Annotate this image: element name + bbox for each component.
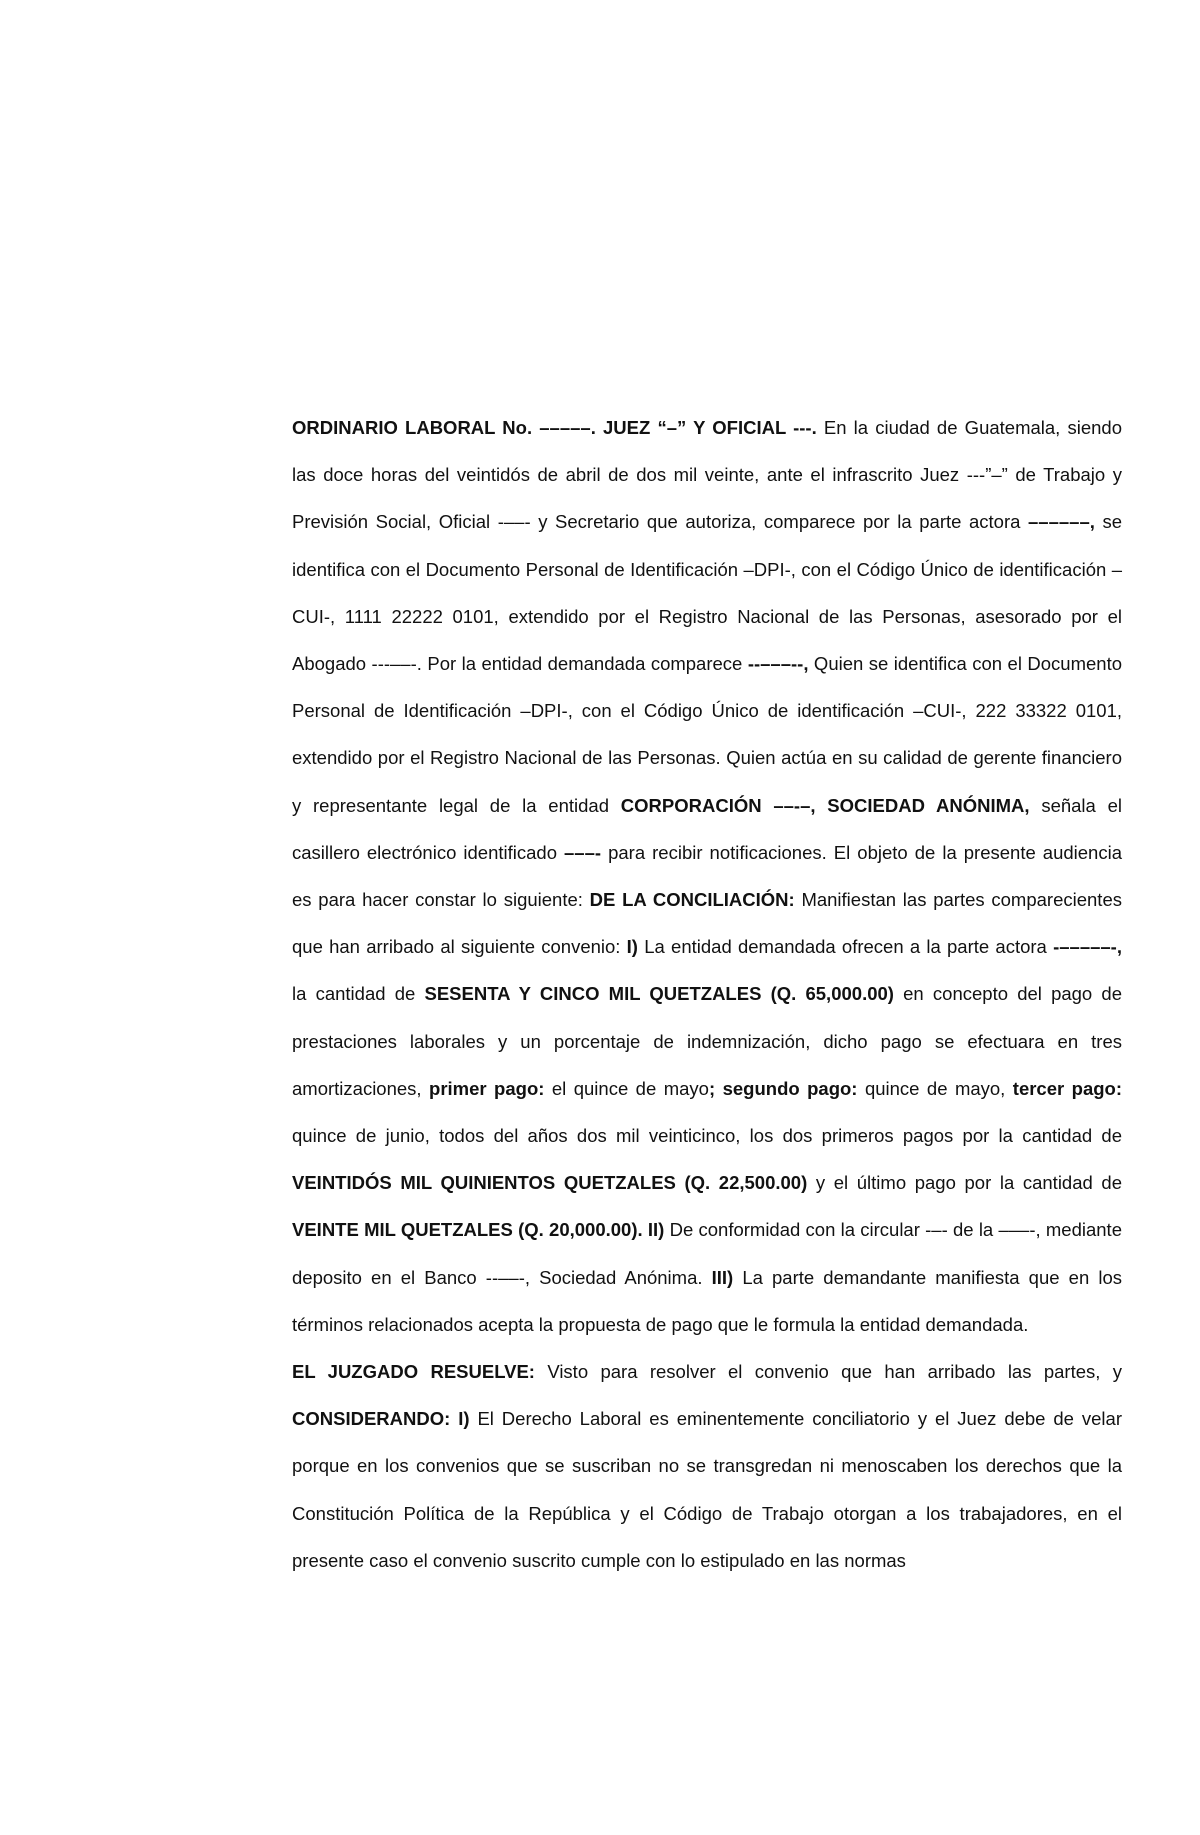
case-header: ORDINARIO LABORAL No. –––––. JUEZ “–” Y OFICIAL ---. xyxy=(292,417,817,438)
text-run: el quince de mayo xyxy=(544,1077,709,1099)
bold-run: ––––––, xyxy=(1028,511,1095,533)
amount: SESENTA Y CINCO MIL QUETZALES (Q. 65,000.00) xyxy=(424,983,894,1005)
paragraph-acta xyxy=(292,404,1122,1348)
amount: VEINTE MIL QUETZALES (Q. 20,000.00). II) xyxy=(292,1219,665,1241)
text-run: para recibir notificaciones. El objeto de la presente audiencia es para hacer constar lo siguiente: xyxy=(292,841,1122,911)
text-run: la cantidad de xyxy=(292,983,425,1005)
payment-label: ; segundo pago: xyxy=(708,1077,858,1099)
item-number: I) xyxy=(626,936,638,958)
text-run: La entidad demandada ofrecen a la parte actora xyxy=(637,936,1054,958)
text-run: De conformidad con la circular -–- de la –––-, mediante deposito en el Banco --––-, Sociedad Anónima. xyxy=(292,1219,1122,1288)
text-run: El Derecho Laboral es eminentemente conciliatorio y el Juez debe de velar porque en los convenios que se suscriban no se transgredan ni menoscaben los derechos que la Constitución Política de la República y el Código de Trabajo otorgan a los trabajadores, en el presente caso el convenio suscrito cumple con lo estipulado en las normas xyxy=(292,1408,1122,1571)
text-run: quince de mayo, xyxy=(857,1077,1013,1099)
text-run: se identifica con el Documento Personal de Identificación –DPI-, con el Código Único de identificación –CUI-, 1111 22222 0101, extendido por el Registro Nacional de las Personas, asesorado por el Abogado ---––-. Por la entidad demandada comparece xyxy=(292,511,1122,675)
paragraph-resolution xyxy=(292,1348,1122,1584)
document-body xyxy=(292,404,1122,1584)
payment-label: primer pago: xyxy=(429,1077,545,1099)
text-run: En la ciudad de Guatemala, siendo las doce horas del veintidós de abril de dos mil veinte, ante el infrascrito Juez ---”–” de Trabajo y Previsión Social, Oficial -––- y Secretario que autoriza, comparece por la parte actora xyxy=(292,417,1122,533)
text-run: señala el casillero electrónico identificado xyxy=(292,794,1122,863)
text-run: y el último pago por la cantidad de xyxy=(807,1172,1122,1194)
section-heading: DE LA CONCILIACIÓN: xyxy=(589,889,795,911)
text-run: La parte demandante manifiesta que en los términos relacionados acepta la propuesta de pago que le formula la entidad demandada. xyxy=(292,1266,1122,1335)
bold-run: -–––––-, xyxy=(1053,936,1122,958)
payment-label: tercer pago: xyxy=(1012,1077,1123,1099)
text-run: Visto para resolver el convenio que han arribado las partes, y xyxy=(534,1361,1122,1383)
text-run: quince de junio, todos del años dos mil veinticinco, los dos primeros pagos por la cantidad de xyxy=(292,1125,1122,1147)
text-run: en concepto del pago de prestaciones laborales y un porcentaje de indemnización, dicho pago se efectuara en tres amortizaciones, xyxy=(292,983,1122,1099)
text-run: Manifiestan las partes comparecientes que han arribado al siguiente convenio: xyxy=(292,889,1122,958)
section-heading: CONSIDERANDO: I) xyxy=(292,1408,470,1430)
amount: VEINTIDÓS MIL QUINIENTOS QUETZALES (Q. 22,500.00) xyxy=(292,1172,808,1194)
text-run: Quien se identifica con el Documento Personal de Identificación –DPI-, con el Código Único de identificación –CUI-, 222 33322 0101, extendido por el Registro Nacional de las Personas. Quien actúa en su calidad de gerente financiero y representante legal de la entidad xyxy=(292,653,1123,816)
bold-run: –––- xyxy=(564,841,602,863)
bold-run: --–––--, xyxy=(747,653,809,675)
item-number: III) xyxy=(711,1266,734,1288)
company-name: CORPORACIÓN ––-–, SOCIEDAD ANÓNIMA, xyxy=(620,794,1030,816)
section-heading: EL JUZGADO RESUELVE: xyxy=(292,1361,535,1383)
